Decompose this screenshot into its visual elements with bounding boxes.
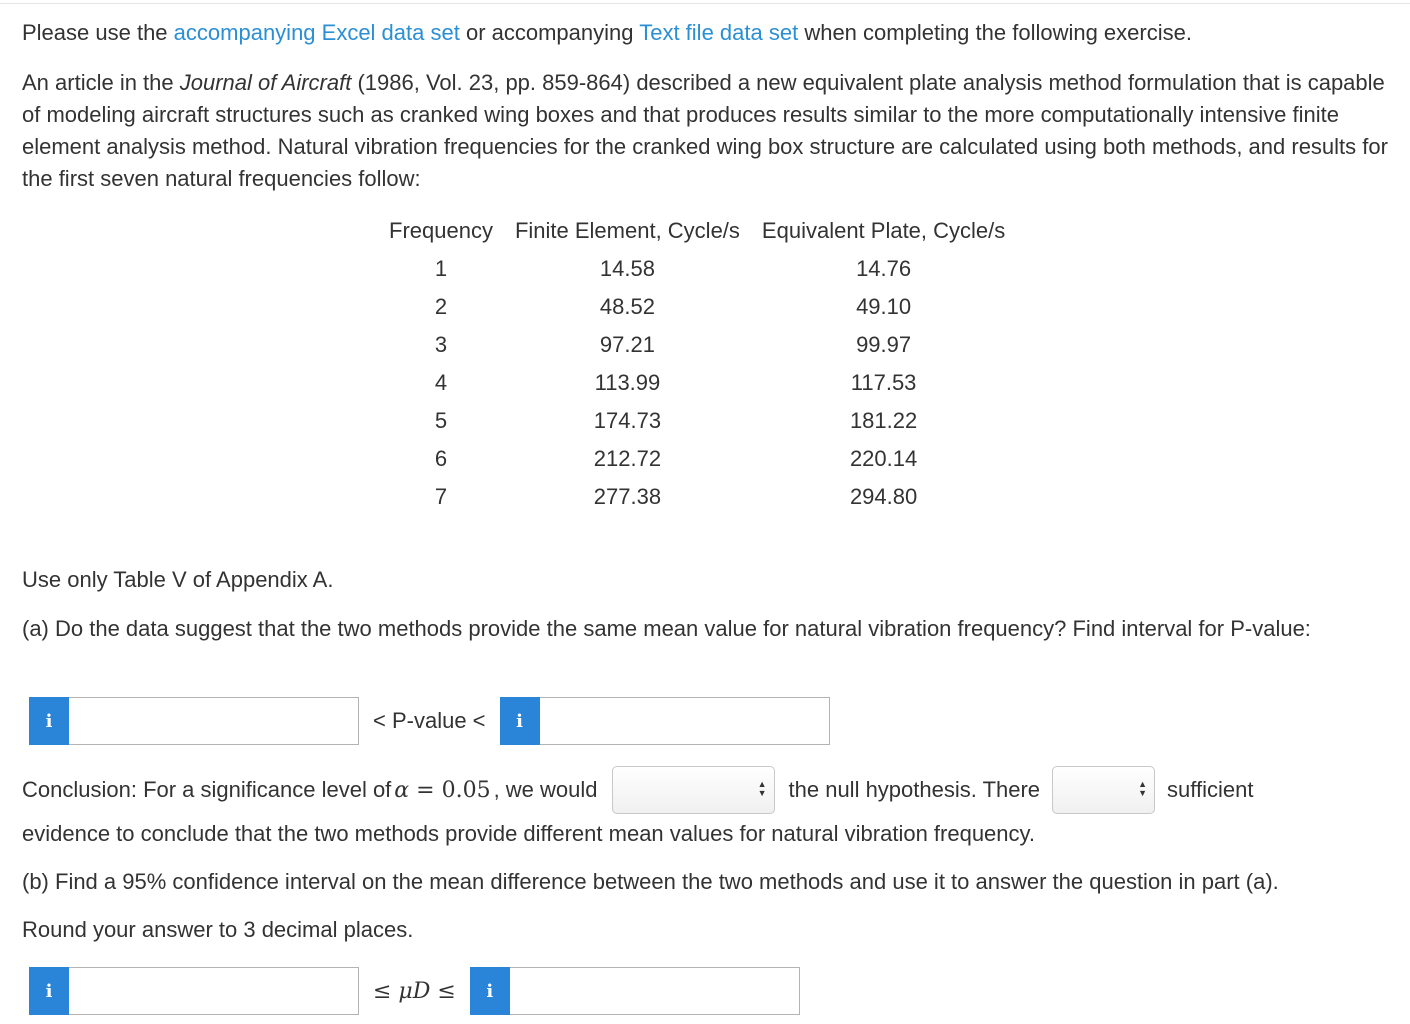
cell-frequency: 5 [434,408,448,433]
cell-frequency: 4 [434,370,448,395]
ci-lower-input[interactable] [69,967,359,1015]
info-icon[interactable]: i [500,697,540,745]
cell-finite-element: 14.58 [599,256,655,281]
alpha-symbol: α [394,777,410,803]
select-arrows-icon: ▲ ▼ [757,779,767,798]
header-finite-element: Finite Element, Cycle/s [514,218,740,243]
table-row [378,364,1016,402]
evidence-select[interactable] [1052,766,1155,814]
cell-frequency: 6 [434,446,448,471]
cell-finite-element: 48.52 [599,294,655,319]
ci-upper-input[interactable] [510,967,800,1015]
header-equivalent-plate: Equivalent Plate, Cycle/s [761,218,1006,243]
use-only-note: Use only Table V of Appendix A. [22,567,334,592]
table-row [378,326,1016,364]
cell-finite-element: 174.73 [593,408,662,433]
cell-equivalent-plate: 220.14 [849,446,918,471]
intro-prefix: Please use the [22,20,174,45]
cell-frequency: 7 [434,484,448,509]
table-row [378,478,1016,516]
p-value-interval-row [29,697,830,745]
info-icon[interactable]: i [29,967,69,1015]
mu-d-expression: ≤ μD ≤ [373,979,456,1004]
top-divider [0,3,1410,4]
intro-paragraph [22,17,1192,49]
cell-frequency: 3 [434,332,448,357]
cell-finite-element: 113.99 [594,370,661,395]
alpha-equals: = [409,777,442,803]
intro-suffix: when completing the following exercise. [798,20,1192,45]
cell-finite-element: 277.38 [593,484,662,509]
header-frequency: Frequency [389,218,493,243]
p-value-lower-input[interactable] [69,697,359,745]
p-value-label: < P-value < [373,708,486,733]
p-value-upper-input[interactable] [540,697,830,745]
alpha-value: 0.05 [441,777,491,803]
conclusion-line-1 [22,766,1397,814]
part-b-question: (b) Find a 95% confidence interval on the mean difference between the two methods and use it to answer the question in part (a). [22,869,1279,894]
select-arrows-icon: ▲ ▼ [1138,779,1148,798]
intro-middle: or accompanying [459,20,640,45]
table-header-row [378,212,1016,250]
info-icon[interactable]: i [29,697,69,745]
cell-equivalent-plate: 294.80 [849,484,918,509]
conclusion-block [22,766,1397,846]
cell-finite-element: 212.72 [593,446,662,471]
cell-equivalent-plate: 14.76 [856,256,912,281]
cell-equivalent-plate: 49.10 [856,294,912,319]
conclusion-line-2: evidence to conclude that the two methods provide different mean values for natural vibration frequency. [22,821,1036,846]
table-row [378,288,1016,326]
conclusion-text-2: , we would [493,777,598,802]
table-row [378,402,1016,440]
info-icon[interactable]: i [470,967,510,1015]
conclusion-text-3: the null hypothesis. There [788,777,1041,802]
confidence-interval-row [29,967,800,1015]
frequency-table [378,212,1016,516]
alpha-expression [391,778,493,803]
article-paragraph [22,67,1397,195]
cell-equivalent-plate: 99.97 [856,332,912,357]
cell-frequency: 1 [434,256,448,281]
table-row [378,250,1016,288]
conclusion-text-1: Conclusion: For a significance level of [22,777,392,802]
journal-title: Journal of Aircraft [179,70,352,95]
cell-finite-element: 97.21 [599,332,655,357]
part-a-question: (a) Do the data suggest that the two methods provide the same mean value for natural vibration frequency? Find interval for P-value: [22,616,1311,641]
conclusion-text-4: sufficient [1167,777,1254,802]
cell-equivalent-plate: 181.22 [849,408,918,433]
excel-data-link[interactable]: accompanying Excel data set [173,20,460,45]
mu-d-label [359,978,470,1004]
text-data-link[interactable]: Text file data set [639,20,799,45]
round-note: Round your answer to 3 decimal places. [22,917,414,942]
cell-equivalent-plate: 117.53 [850,370,917,395]
article-body: (1986, Vol. 23, pp. 859-864) described a new equivalent plate analysis method formulation that is capable of modeling aircraft structures such as cranked wing boxes and that produces results similar to the more computationally intensive finite element analysis method. Natural vibration frequencies for the cranked wing box structure are calculated using both methods, and results for the first seven natural frequencies follow: [22,70,1388,191]
table-row [378,440,1016,478]
reject-decision-select[interactable] [612,766,775,814]
cell-frequency: 2 [434,294,448,319]
article-prefix: An article in the [22,70,180,95]
